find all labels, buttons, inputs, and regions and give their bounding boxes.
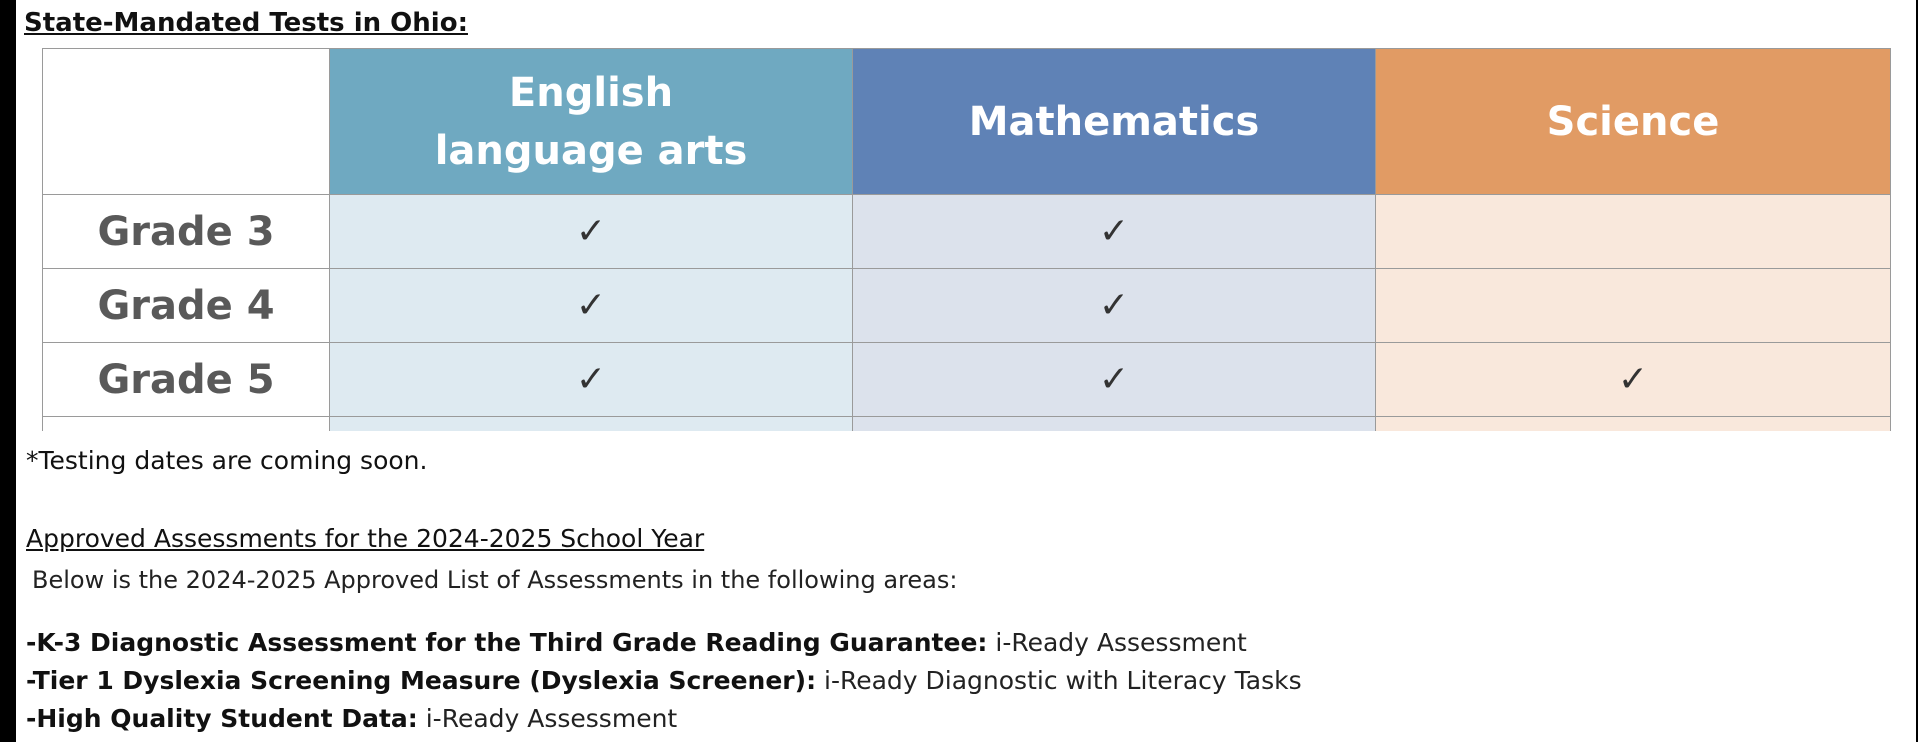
column-header-ela-line1: English — [508, 69, 674, 116]
checkmark-icon: ✓ — [1098, 211, 1130, 253]
checkmark-icon: ✓ — [1617, 359, 1649, 401]
checkmark-icon: ✓ — [1098, 285, 1130, 327]
checkmark-icon: ✓ — [575, 211, 607, 253]
testing-dates-note: *Testing dates are coming soon. — [26, 446, 428, 475]
cell-grade-5-math — [853, 343, 1376, 417]
area-separator: : — [806, 666, 817, 695]
table-row-cut-off — [43, 417, 1891, 431]
cell-grade-4-science — [1376, 269, 1891, 343]
table-row — [43, 195, 1891, 269]
column-header-science — [1376, 49, 1891, 195]
document-page — [16, 0, 1916, 742]
checkmark-icon: ✓ — [1098, 359, 1130, 401]
cut-off-cell — [330, 417, 853, 431]
area-name: -Tier 1 Dyslexia Screening Measure (Dyslexia Screener) — [26, 666, 807, 695]
state-tests-table — [42, 48, 1891, 431]
column-header-math — [853, 49, 1376, 195]
column-header-ela-line2: language arts — [434, 127, 748, 174]
cell-grade-3-math — [853, 195, 1376, 269]
cell-grade-3-ela — [330, 195, 853, 269]
cut-off-cell — [43, 417, 330, 431]
cell-grade-4-ela — [330, 269, 853, 343]
row-label-grade-3: Grade 3 — [43, 195, 330, 269]
cell-grade-5-ela — [330, 343, 853, 417]
list-item — [26, 700, 1302, 738]
checkmark-icon: ✓ — [575, 359, 607, 401]
column-header-math-label: Mathematics — [968, 98, 1260, 145]
cell-grade-5-science — [1376, 343, 1891, 417]
table-row — [43, 269, 1891, 343]
column-header-ela — [330, 49, 853, 195]
row-label-grade-5: Grade 5 — [43, 343, 330, 417]
page-heading: State-Mandated Tests in Ohio: — [24, 8, 468, 38]
area-separator: : — [977, 628, 988, 657]
assessment-areas-list — [26, 624, 1302, 738]
area-value: i-Ready Diagnostic with Literacy Tasks — [816, 666, 1302, 695]
cut-off-cell — [1376, 417, 1891, 431]
table-row — [43, 343, 1891, 417]
area-name: -High Quality Student Data: — [26, 704, 418, 733]
cell-grade-4-math — [853, 269, 1376, 343]
approved-assessments-intro: Below is the 2024-2025 Approved List of Assessments in the following areas: — [32, 566, 958, 594]
row-label-grade-4: Grade 4 — [43, 269, 330, 343]
cell-grade-3-science — [1376, 195, 1891, 269]
approved-assessments-heading: Approved Assessments for the 2024-2025 School Year — [26, 524, 705, 553]
area-value: i-Ready Assessment — [417, 704, 678, 733]
list-item — [26, 662, 1302, 700]
table-corner-cell — [43, 49, 330, 195]
area-value: i-Ready Assessment — [987, 628, 1247, 657]
table-header-row — [43, 49, 1891, 195]
column-header-science-label: Science — [1546, 98, 1720, 145]
list-item — [26, 624, 1302, 662]
cut-off-cell — [853, 417, 1376, 431]
area-name: -K-3 Diagnostic Assessment for the Third Grade Reading Guarantee — [26, 628, 978, 657]
checkmark-icon: ✓ — [575, 285, 607, 327]
